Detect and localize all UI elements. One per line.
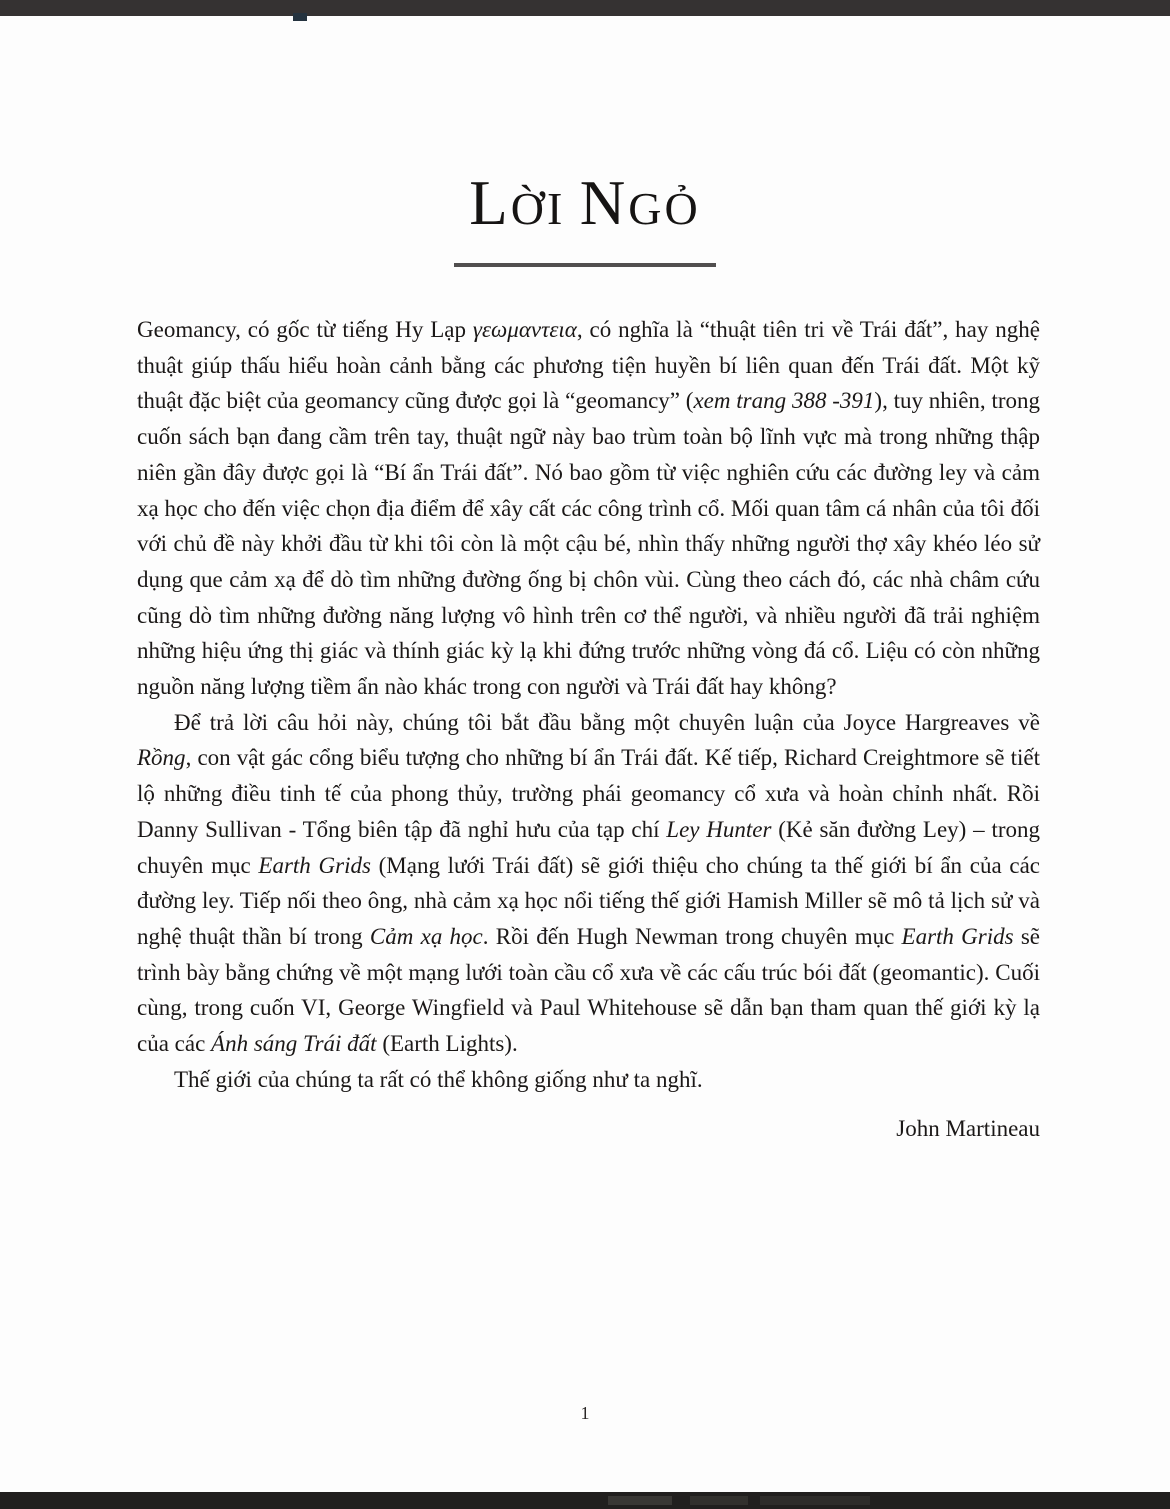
top-viewer-bar <box>0 0 1170 16</box>
paragraph-1: Geomancy, có gốc từ tiếng Hy Lạp γεωμαντεια, có nghĩa là “thuật tiên tri về Trái đất”, hay nghệ thuật giúp thấu hiểu hoàn cảnh bằng các phương tiện huyền bí liên quan đến Trái đất. Một kỹ thuật đặc biệt của geomancy cũng được gọi là “geomancy” (xem trang 388 -391), tuy nhiên, trong cuốn sách bạn đang cầm trên tay, thuật ngữ này bao trùm toàn bộ lĩnh vực mà trong những thập niên gần đây được gọi là “Bí ẩn Trái đất”. Nó bao gồm từ việc nghiên cứu các đường ley và cảm xạ học cho đến việc chọn địa điểm để xây cất các công trình cổ. Mối quan tâm cá nhân của tôi đối với chủ đề này khởi đầu từ khi tôi còn là một cậu bé, nhìn thấy những người thợ xây khéo léo sử dụng que cảm xạ để dò tìm những đường ống bị chôn vùi. Cùng theo cách đó, các nhà châm cứu cũng dò tìm những đường năng lượng vô hình trên cơ thể người, và nhiều người đã trải nghiệm những hiệu ứng thị giác và thính giác kỳ lạ khi đứng trước những vòng đá cổ. Liệu có còn những nguồn năng lượng tiềm ẩn nào khác trong con người và Trái đất hay không? <box>137 317 1041 700</box>
paragraph-3: Thế giới của chúng ta rất có thể không giống như ta nghĩ. <box>174 1066 703 1092</box>
page-title <box>0 168 1170 238</box>
title-letter: ỜI <box>510 183 566 234</box>
scan-artifact <box>293 13 307 21</box>
title-letter: L <box>469 168 511 238</box>
paragraphs <box>137 312 1040 1097</box>
title-letter: GỎ <box>628 183 701 234</box>
bottom-bar-texture <box>690 1496 748 1505</box>
title-letter: N <box>579 168 629 238</box>
page-number: 1 <box>580 1403 590 1423</box>
bottom-bar-texture <box>608 1496 672 1505</box>
title-divider <box>454 263 716 267</box>
title-letter <box>565 183 580 234</box>
paragraph-2: Để trả lời câu hỏi này, chúng tôi bắt đầu bằng một chuyên luận của Joyce Hargreaves về Rồng, con vật gác cổng biểu tượng cho những bí ẩn Trái đất. Kế tiếp, Richard Creightmore sẽ tiết lộ những điều tinh tế của phong thủy, trường phái geomancy cổ xưa và hoàn chỉnh nhất. Rồi Danny Sullivan - Tổng biên tập đã nghỉ hưu của tạp chí Ley Hunter (Kẻ săn đường Ley) – trong chuyên mục Earth Grids (Mạng lưới Trái đất) sẽ giới thiệu cho chúng ta thế giới bí ẩn của các đường ley. Tiếp nối theo ông, nhà cảm xạ học nổi tiếng thế giới Hamish Miller sẽ mô tả lịch sử và nghệ thuật thần bí trong Cảm xạ học. Rồi đến Hugh Newman trong chuyên mục Earth Grids sẽ trình bày bằng chứng về một mạng lưới toàn cầu cổ xưa về các cấu trúc bói đất (geomantic). Cuối cùng, trong cuốn VI, George Wingfield và Paul Whitehouse sẽ dẫn bạn tham quan thế giới kỳ lạ của các Ánh sáng Trái đất (Earth Lights). <box>137 709 1041 1057</box>
bottom-bar-texture <box>760 1496 870 1505</box>
body-text <box>137 312 1040 1147</box>
signature: John Martineau <box>896 1116 1040 1142</box>
bottom-viewer-bar <box>0 1492 1170 1509</box>
